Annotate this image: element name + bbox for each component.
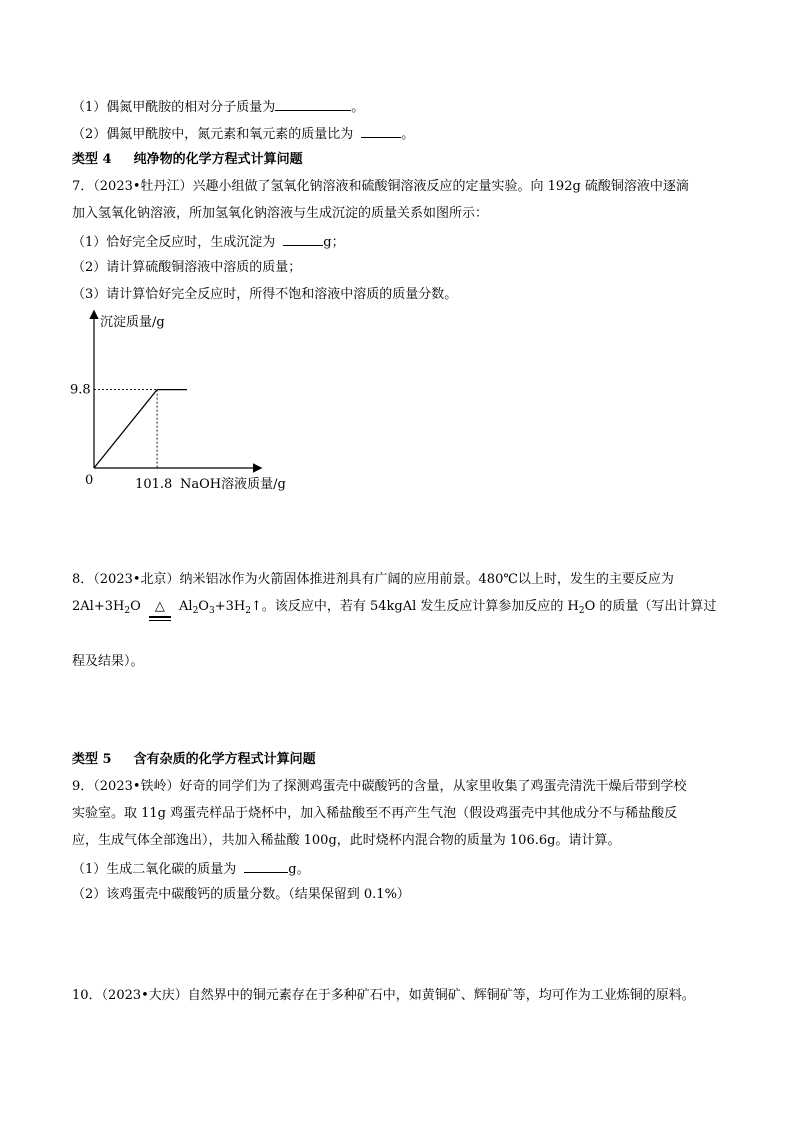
eq-text: O (130, 599, 141, 614)
answer-blank[interactable] (244, 859, 288, 873)
eq-text: 2Al+3H (72, 599, 125, 614)
q8-equation-line (72, 598, 716, 620)
q7-sub1 (72, 232, 345, 252)
q6-sub1 (72, 97, 364, 117)
q9-sub2: （2）该鸡蛋壳中碳酸钙的质量分数。（结果保留到 0.1%） (72, 887, 410, 902)
y-tick-label: 9.8 (70, 382, 91, 398)
eq-sub: 2 (192, 606, 199, 616)
q8-line3: 程及结果）。 (72, 654, 144, 669)
eq-text: +3H (214, 599, 246, 614)
y-axis-label: 沉淀质量/g (100, 315, 165, 330)
eq-sub: 3 (208, 606, 215, 616)
eq-sub: 2 (245, 606, 251, 616)
q10-line1: 10．（2023•大庆）自然界中的铜元素存在于多种矿石中，如黄铜矿、辉铜矿等，均可作为工业炼铜的原料。 (72, 988, 695, 1003)
section-title: 含有杂质的化学方程式计算问题 (133, 752, 316, 767)
q7-sub3: （3）请计算恰好完全反应时，所得不饱和溶液中溶质的质量分数。 (72, 287, 458, 302)
q7-sub2: （2）请计算硫酸铜溶液中溶质的质量； (72, 260, 302, 275)
q7-sub1-end: g； (323, 235, 345, 250)
q6-sub2-text: （2）偶氮甲酰胺中，氮元素和氧元素的质量比为 (72, 127, 354, 142)
precipitate-chart (70, 308, 310, 498)
series-line-segment (94, 390, 157, 468)
section-label: 类型 5 (72, 752, 112, 767)
q6-sub2-end: 。 (401, 127, 415, 142)
q9-sub1 (72, 859, 310, 879)
eq-text: Al (179, 599, 193, 614)
q9-sub1-text: （1）生成二氧化碳的质量为 (72, 862, 237, 877)
x-tick-label: 101.8 (135, 477, 173, 492)
q9-line3: 应，生成气体全部逸出），共加入稀盐酸 100g，此时烧杯内混合物的质量为 106.6g。请计算。 (72, 833, 621, 848)
q9-line2: 实验室。取 11g 鸡蛋壳样品于烧杯中，加入稀盐酸至不再产生气泡（假设鸡蛋壳中其他成分不与稀盐酸反 (72, 806, 678, 821)
section-label: 类型 4 (72, 152, 112, 167)
section-heading-type4 (72, 151, 303, 169)
eq-sub: 2 (124, 606, 131, 616)
q7-line1: 7．（2023•牡丹江）兴趣小组做了氢氧化钠溶液和硫酸铜溶液反应的定量实验。向 192g 硫酸铜溶液中逐滴 (72, 179, 689, 194)
q9-line1: 9．（2023•铁岭）好奇的同学们为了探测鸡蛋壳中碳酸钙的含量，从家里收集了鸡蛋壳清洗干燥后带到学校 (72, 779, 687, 794)
section-heading-type5 (72, 751, 316, 769)
triangle-icon: △ (154, 599, 165, 614)
heat-condition (149, 598, 171, 618)
origin-label: 0 (85, 473, 94, 488)
q6-sub2 (72, 124, 414, 144)
eq-text: O (198, 599, 209, 614)
answer-blank[interactable] (275, 97, 351, 111)
q7-sub1-text: （1）恰好完全反应时，生成沉淀为 (72, 235, 276, 250)
eq-sub: 2 (578, 606, 585, 616)
q6-sub1-text: （1）偶氮甲酰胺的相对分子质量为 (72, 100, 276, 115)
q7-line2: 加入氢氧化钠溶液，所加氢氧化钠溶液与生成沉淀的质量关系如图所示： (72, 206, 489, 221)
eq-text: ↑。该反应中，若有 54kgAl 发生反应计算参加反应的 H (250, 599, 579, 614)
q9-sub1-end: g。 (288, 862, 310, 877)
eq-text: O 的质量（写出计算过 (584, 599, 717, 614)
x-axis-label: NaOH溶液质量/g (180, 477, 286, 492)
q8-line1: 8．（2023•北京）纳米铝冰作为火箭固体推进剂具有广阔的应用前景。480℃以上时，发生的主要反应为 (72, 572, 674, 587)
answer-blank[interactable] (361, 124, 401, 138)
section-title: 纯净物的化学方程式计算问题 (133, 152, 303, 167)
q6-sub1-end: 。 (351, 100, 365, 115)
answer-blank[interactable] (283, 232, 323, 246)
